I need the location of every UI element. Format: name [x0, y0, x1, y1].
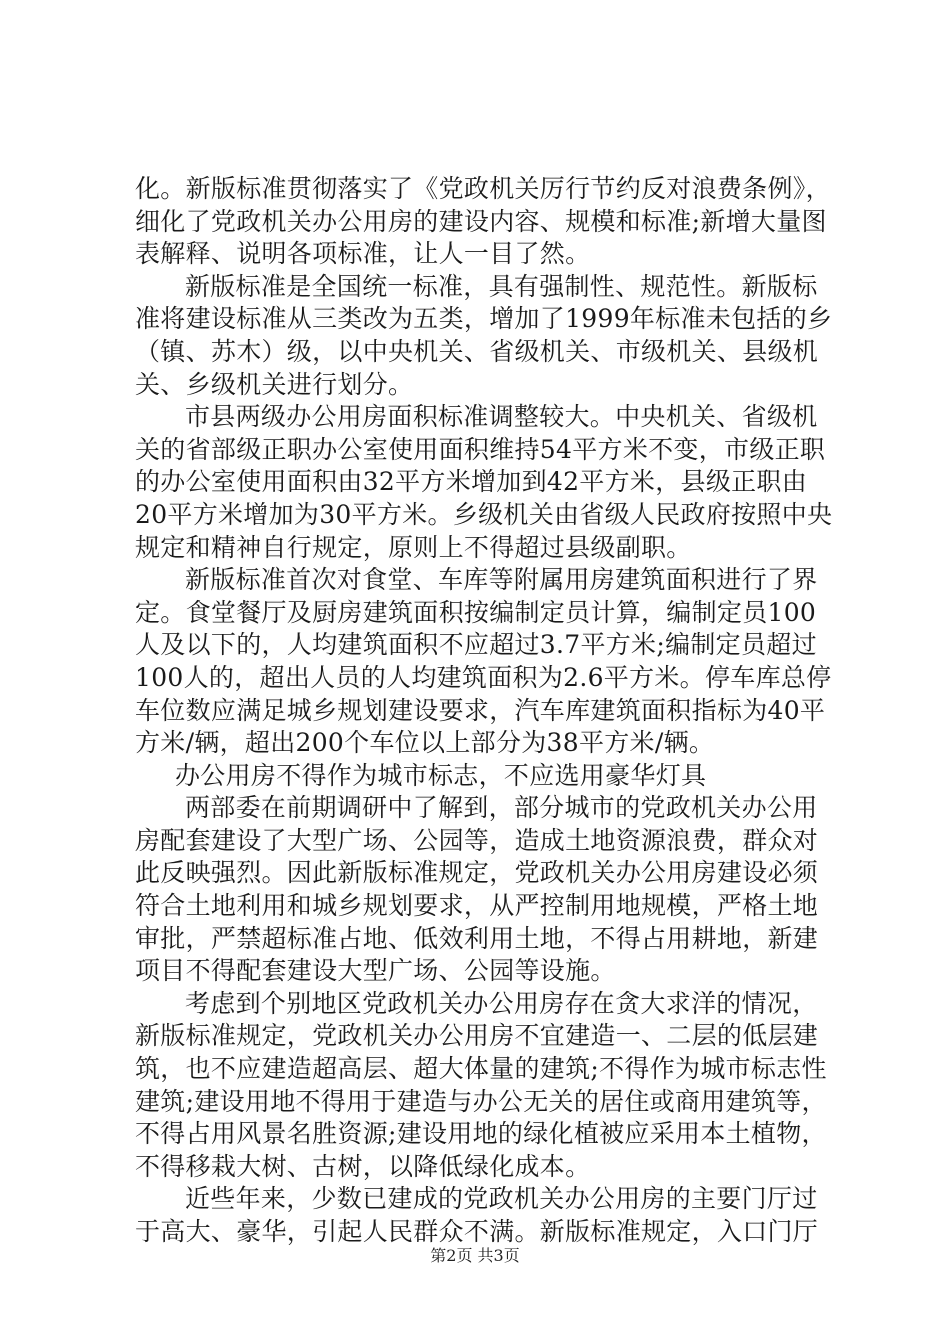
page-footer: 第2页 共3页 — [430, 1246, 520, 1265]
paragraph-land-use: 两部委在前期调研中了解到，部分城市的党政机关办公用房配套建设了大型广场、公园等，造成土地资源浪费，群众对此反映强烈。因此新版标准规定，党政机关办公用房建设必须符合土地利用和城乡规划要求，从严控制用地规模，严格土地审批，严禁超标准占地、低效利用土地，不得占用耕地，新建项目不得配套建设大型广场、公园等设施。 — [135, 793, 819, 986]
paragraph-unified-standard: 新版标准是全国统一标准，具有强制性、规范性。新版标准将建设标准从三类改为五类，增加了1999年标准未包括的乡（镇、苏木）级，以中央机关、省级机关、市级机关、县级机关、乡级机关进行划分。 — [135, 271, 833, 399]
section-heading: 办公用房不得作为城市标志，不应选用豪华灯具 — [175, 760, 707, 790]
paragraph-continuation: 化。新版标准贯彻落实了《党政机关厉行节约反对浪费条例》，细化了党政机关办公用房的建设内容、规模和标准;新增大量图表解释、说明各项标准，让人一目了然。 — [135, 174, 831, 269]
paragraph-building-height: 考虑到个别地区党政机关办公用房存在贪大求洋的情况，新版标准规定，党政机关办公用房不宜建造一、二层的低层建筑，也不应建造超高层、超大体量的建筑;不得作为城市标志性建筑;建设用地不得用于建造与办公无关的居住或商用建筑等，不得占用风景名胜资源;建设用地的绿化植被应采用本土植物，不得移栽大树、古树，以降低绿化成本。 — [135, 988, 827, 1181]
paragraph-ancillary-rooms: 新版标准首次对食堂、车库等附属用房建筑面积进行了界定。食堂餐厅及厨房建筑面积按编制定员计算，编制定员100人及以下的，人均建筑面积不应超过3.7平方米;编制定员超过100人的，超出人员的人均建筑面积为2.6平方米。停车库总停车位数应满足城乡规划建设要求，汽车库建筑面积指标为40平方米/辆，超出200个车位以上部分为38平方米/辆。 — [135, 565, 832, 758]
paragraph-entrance-hall: 近些年来，少数已建成的党政机关办公用房的主要门厅过于高大、豪华，引起人民群众不满。新版标准规定，入口门厅 — [135, 1184, 819, 1246]
paragraph-office-area: 市县两级办公用房面积标准调整较大。中央机关、省级机关的省部级正职办公室使用面积维持54平方米不变，市级正职的办公室使用面积由32平方米增加到42平方米，县级正职由20平方米增加为30平方米。乡级机关由省级人民政府按照中央规定和精神自行规定，原则上不得超过县级副职。 — [135, 402, 833, 562]
document-body — [135, 173, 835, 1249]
